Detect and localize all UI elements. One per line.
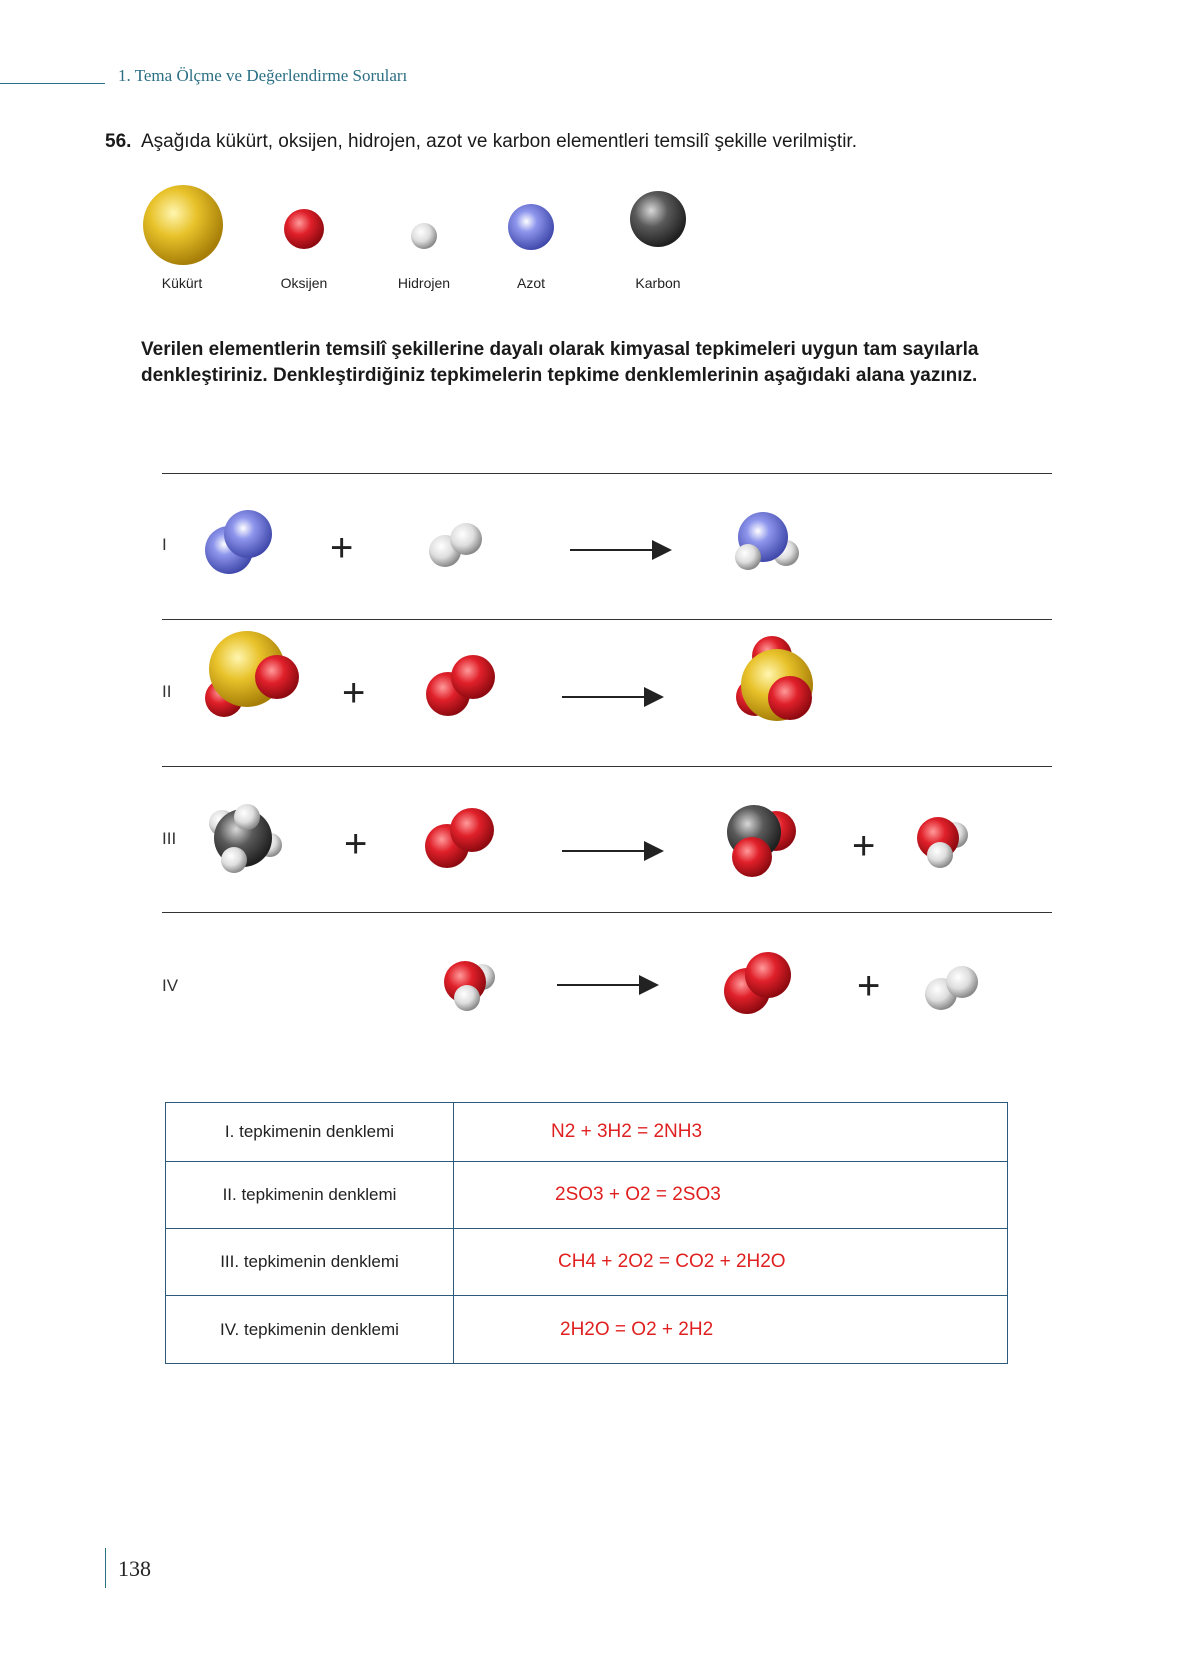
h2-molecule-4 <box>925 966 978 1010</box>
answer-row <box>166 1162 1008 1229</box>
reaction-label-1: I <box>162 535 167 554</box>
nitrogen-atom <box>508 204 554 250</box>
o2-molecule-3 <box>425 808 494 868</box>
carbon-atom <box>630 191 686 247</box>
plus-sign-4: + <box>857 964 881 1008</box>
answer-value-3: CH4 + 2O2 = CO2 + 2H2O <box>454 1229 1008 1296</box>
page-number: 138 <box>118 1556 151 1581</box>
reaction-label-3: III <box>162 829 177 848</box>
answer-row <box>166 1296 1008 1364</box>
legend-label-carbon: Karbon <box>635 275 681 291</box>
so3-molecule <box>736 636 813 721</box>
oxygen-atom <box>284 209 324 249</box>
answer-label-4: IV. tepkimenin denklemi <box>166 1296 454 1364</box>
header-title: 1. Tema Ölçme ve Değerlendirme Soruları <box>118 66 408 85</box>
o2-molecule-4 <box>724 952 791 1014</box>
plus-sign-1: + <box>330 526 354 570</box>
so2-molecule <box>205 631 299 717</box>
answer-value-2: 2SO3 + O2 = 2SO3 <box>454 1162 1008 1229</box>
plus-sign-3: + <box>344 822 368 866</box>
page-number-rule <box>105 1548 106 1588</box>
plus-sign-2: + <box>342 671 366 715</box>
question-number: 56. <box>105 131 132 152</box>
answer-label-3: III. tepkimenin denklemi <box>166 1229 454 1296</box>
reaction-label-2: II <box>162 682 172 701</box>
legend-atoms <box>130 180 730 270</box>
h2o-molecule-3 <box>917 817 968 868</box>
answer-label-1: I. tepkimenin denklemi <box>166 1103 454 1162</box>
n2-molecule <box>205 510 272 574</box>
answer-value-4: 2H2O = O2 + 2H2 <box>454 1296 1008 1364</box>
legend-label-oxygen: Oksijen <box>280 275 328 291</box>
answer-label-2: II. tepkimenin denklemi <box>166 1162 454 1229</box>
legend-label-nitrogen: Azot <box>516 275 545 291</box>
h2o-molecule-4 <box>444 961 495 1011</box>
plus-sign-3b: + <box>852 824 876 868</box>
question-text: Aşağıda kükürt, oksijen, hidrojen, azot ve karbon elementleri temsilî şekille verilmiştir. <box>141 131 857 152</box>
reaction-label-4: IV <box>162 976 179 995</box>
legend-label-hydrogen: Hidrojen <box>397 275 451 291</box>
header-rule <box>0 83 105 84</box>
ch4-molecule <box>209 804 282 873</box>
h2-molecule <box>429 523 482 567</box>
answer-row <box>166 1229 1008 1296</box>
instructions: Verilen elementlerin temsilî şekillerine dayalı olarak kimyasal tepkimeleri uygun tam sayılarla denkleştiriniz. Denkleştirdiğiniz tepkimelerin tepkime denklemlerinin aşağıdaki alana yazınız. <box>141 339 979 386</box>
nh3-molecule <box>735 512 799 570</box>
answer-value-1: N2 + 3H2 = 2NH3 <box>454 1103 1008 1162</box>
reaction-drawings <box>0 473 1187 913</box>
sulfur-atom <box>143 185 223 265</box>
hydrogen-atom <box>411 223 437 249</box>
o2-molecule-2 <box>426 655 495 716</box>
answer-table <box>165 1102 1008 1364</box>
co2-molecule <box>727 805 796 877</box>
legend-label-sulfur: Kükürt <box>161 275 203 291</box>
reaction-drawings-4 <box>0 912 1187 1052</box>
answer-row <box>166 1103 1008 1162</box>
